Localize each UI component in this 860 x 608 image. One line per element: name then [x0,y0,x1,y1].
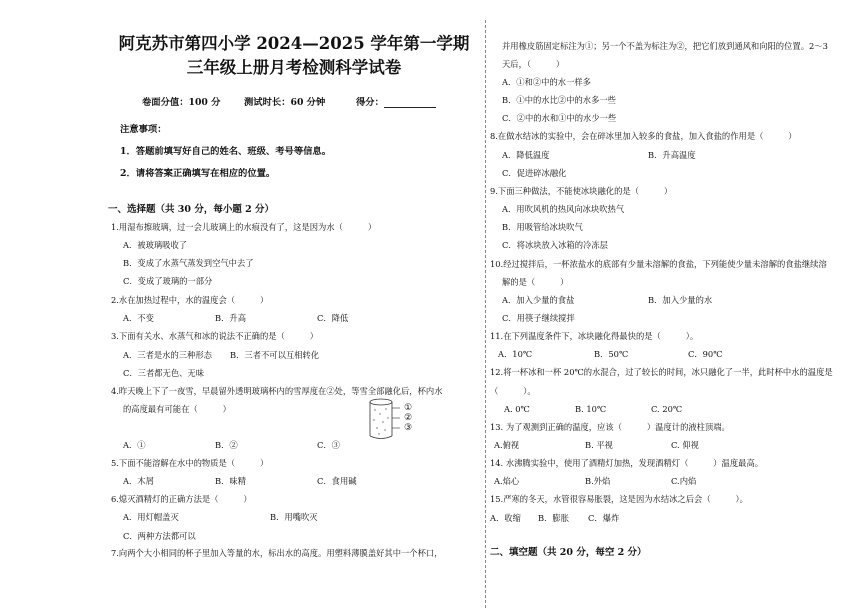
cup-mark-3: ③ [404,423,413,433]
left-column [108,0,480,608]
question-12-line1: 12.将一杯冰和一杯 20℃的水混合，过了较长的时间，冰只融化了一半，此时杯中水的温度是 [490,367,833,377]
section1-heading: 一、选择题（共 30 分，每小题 2 分） [108,204,275,215]
question-6: 6.熄灭酒精灯的正确方法是（ ） [111,494,252,504]
q5-option-a[interactable]: A．木屑 [123,476,154,486]
q7-option-a[interactable]: A．①和②中的水一样多 [502,77,591,87]
q1-option-a[interactable]: A．被玻璃吸收了 [123,240,188,250]
q6-option-a[interactable]: A．用灯帽盖灭 [123,512,179,522]
question-10-line2: 解的是（ ） [502,277,569,287]
q14-option-a[interactable]: A.焰心 [494,476,520,486]
question-1: 1.用湿布擦玻璃，过一会儿玻璃上的水痕没有了，这是因为水（ ） [111,222,377,232]
time-label: 测试时长：60 分钟 [244,97,326,108]
question-10-line1: 10.经过搅拌后，一杯浓盐水的底部有少量未溶解的食盐，下列能使少量未溶解的食盐继续溶 [490,259,827,269]
q7-option-c[interactable]: C．②中的水和①中的水少一些 [502,113,617,123]
q2-option-c[interactable]: C．降低 [317,313,349,323]
q14-option-b[interactable]: B.外焰 [585,476,611,486]
grade-blank[interactable] [384,98,436,108]
q8-option-a[interactable]: A．降低温度 [502,150,550,160]
notes-heading: 注意事项： [120,124,167,135]
q9-option-a[interactable]: A．用吹风机的热风向冰块吹热气 [502,204,625,214]
question-7-line3: 天后，（ ） [502,59,565,69]
q15-option-a[interactable]: A．收缩 [490,513,521,523]
q3-option-c[interactable]: C．三者都无色、无味 [123,368,205,378]
q12-option-b[interactable]: B. 10℃ [575,404,607,414]
q1-option-b[interactable]: B．变成了水蒸气蒸发到空气中去了 [123,258,254,268]
q6-option-b[interactable]: B．用嘴吹灭 [270,512,318,522]
q4-option-c[interactable]: C．③ [317,440,340,450]
q11-option-a[interactable]: A．10℃ [498,349,533,359]
grade-label: 得分： [356,97,384,108]
question-4-line2: 的高度最有可能在（ ） [123,404,231,414]
right-column [490,0,842,608]
cup-mark-2: ② [404,413,413,423]
question-7-line1: 7.向两个大小相同的杯子里加入等量的水，标出水的高度。用塑料薄膜盖好其中一个杯口， [111,548,443,558]
q8-option-b[interactable]: B．升高温度 [648,150,696,160]
q2-option-a[interactable]: A．不变 [123,313,154,323]
question-4-line1: 4.昨天晚上下了一夜雪，早晨留外透明玻璃杯内的雪厚度在②处，等雪全部融化后，杯内水 [111,386,443,396]
q1-option-c[interactable]: C．变成了玻璃的一部分 [123,276,213,286]
cup-mark-1: ① [404,403,413,413]
question-11: 11.在下列温度条件下，冰块融化得最快的是（ ）。 [490,331,699,341]
q10-option-c[interactable]: C．用筷子继续搅拌 [502,313,575,323]
question-2: 2.水在加热过程中，水的温度会（ ） [111,295,269,305]
q4-option-b[interactable]: B．② [215,440,238,450]
q15-option-c[interactable]: C．爆炸 [588,513,620,523]
q9-option-c[interactable]: C．将冰块放入冰箱的冷冻层 [502,240,608,250]
section2-heading: 二、填空题（共 20 分，每空 2 分） [490,547,647,558]
exam-title-line2: 三年级上册月考检测科学试卷 [186,58,402,77]
column-divider [485,20,486,608]
grade-field[interactable] [356,97,436,108]
q13-option-b[interactable]: B. 平视 [585,440,613,450]
exam-title-line1: 阿克苏市第四小学 2024—2025 学年第一学期 [118,34,470,53]
score-label: 卷面分值：100 分 [142,97,221,108]
q12-option-c[interactable]: C. 20℃ [651,404,683,414]
q12-option-a[interactable]: A. 0℃ [504,404,530,414]
q11-option-c[interactable]: C．90℃ [688,349,723,359]
q4-option-a[interactable]: A．① [123,440,146,450]
question-15: 15.严寒的冬天，水管很容易胀裂，这是因为水结冰之后会（ ）。 [490,494,748,504]
notes-item-2: 2．请将答案正确填写在相应的位置。 [120,168,276,179]
q10-option-b[interactable]: B．加入少量的水 [648,295,713,305]
question-7-line2: 并用橡皮筋固定标注为①；另一个不盖为标注为②，把它们放到通风和向阳的位置。2～3 [502,41,828,51]
q5-option-c[interactable]: C．食用碱 [317,476,357,486]
q9-option-b[interactable]: B．用吸管给冰块吹气 [502,222,583,232]
q11-option-b[interactable]: B．50℃ [594,349,629,359]
q8-option-c[interactable]: C．促进碎冰融化 [502,168,567,178]
q13-option-a[interactable]: A.俯视 [494,440,520,450]
q10-option-a[interactable]: A．加入少量的食盐 [502,295,575,305]
q14-option-c[interactable]: C.内焰 [671,476,697,486]
q6-option-c[interactable]: C．两种方法都可以 [123,531,196,541]
q3-option-b[interactable]: B．三者不可以互相转化 [230,350,320,360]
q15-option-b[interactable]: B．膨胀 [538,513,569,523]
q3-option-a[interactable]: A．三者是水的三种形态 [123,350,212,360]
q2-option-b[interactable]: B．升高 [215,313,246,323]
question-5: 5.下面不能溶解在水中的物质是（ ） [111,458,269,468]
q13-option-c[interactable]: C. 仰视 [671,440,699,450]
question-3: 3.下面有关水、水蒸气和冰的说法不正确的是（ ） [111,331,319,341]
question-12-line2: （ ）。 [490,386,536,396]
question-13: 13. 为了观测到正确的温度，应该（ ）温度计的液柱顶端。 [490,422,730,432]
notes-item-1: 1．答题前填写好自己的姓名、班级、考号等信息。 [120,146,332,157]
glass-cup-illustration [366,396,426,444]
question-9: 9.下面三种做法，不能使冰块融化的是（ ） [490,186,673,196]
question-8: 8.在做水结冰的实验中，会在碎冰里加入较多的食盐，加入食盐的作用是（ ） [490,131,797,141]
question-14: 14. 水沸腾实验中，使用了酒精灯加热，发现酒精灯（ ）温度最高。 [490,458,764,468]
q5-option-b[interactable]: B．味精 [215,476,246,486]
q7-option-b[interactable]: B．①中的水比②中的水多一些 [502,95,616,105]
